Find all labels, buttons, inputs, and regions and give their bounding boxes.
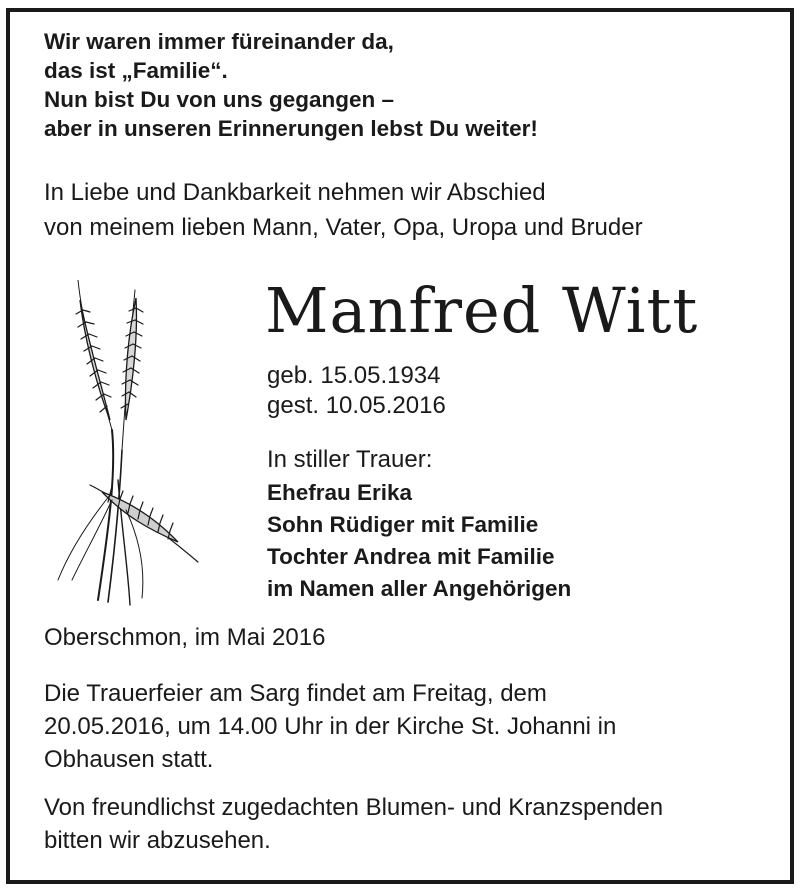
- mourner-item: Ehefrau Erika: [267, 480, 413, 505]
- flowers-line: Von freundlichst zugedachten Blumen- und Kranzspenden: [44, 794, 664, 821]
- motto-verse: [44, 27, 538, 143]
- place-and-date: Oberschmon, im Mai 2016: [44, 624, 326, 651]
- mourner-item: im Namen aller Angehörigen: [267, 576, 572, 601]
- death-date: gest. 10.05.2016: [267, 392, 446, 419]
- flowers-line: bitten wir abzusehen.: [44, 827, 271, 854]
- birth-date: geb. 15.05.1934: [267, 362, 441, 389]
- life-dates: [267, 361, 446, 421]
- motto-line: Nun bist Du von uns gegangen –: [44, 87, 395, 112]
- intro-line: In Liebe und Dankbarkeit nehmen wir Abschied: [44, 179, 546, 206]
- wheat-ears-icon: [50, 280, 210, 610]
- intro-line: von meinem lieben Mann, Vater, Opa, Uropa und Bruder: [44, 214, 643, 241]
- funeral-ceremony-notice: [44, 677, 616, 776]
- motto-line: Wir waren immer füreinander da,: [44, 29, 394, 54]
- mourners-list: [267, 477, 571, 605]
- farewell-intro: [44, 175, 643, 245]
- deceased-name: Manfred Witt: [265, 274, 699, 347]
- motto-line: das ist „Familie“.: [44, 58, 228, 83]
- flowers-request: [44, 791, 663, 857]
- mourners-heading: In stiller Trauer:: [267, 446, 433, 473]
- mourner-item: Tochter Andrea mit Familie: [267, 544, 555, 569]
- ceremony-line: 20.05.2016, um 14.00 Uhr in der Kirche St. Johanni in: [44, 713, 617, 740]
- ceremony-line: Obhausen statt.: [44, 746, 214, 773]
- ceremony-line: Die Trauerfeier am Sarg findet am Freitag, dem: [44, 680, 547, 707]
- mourner-item: Sohn Rüdiger mit Familie: [267, 512, 539, 537]
- motto-line: aber in unseren Erinnerungen lebst Du weiter!: [44, 116, 538, 141]
